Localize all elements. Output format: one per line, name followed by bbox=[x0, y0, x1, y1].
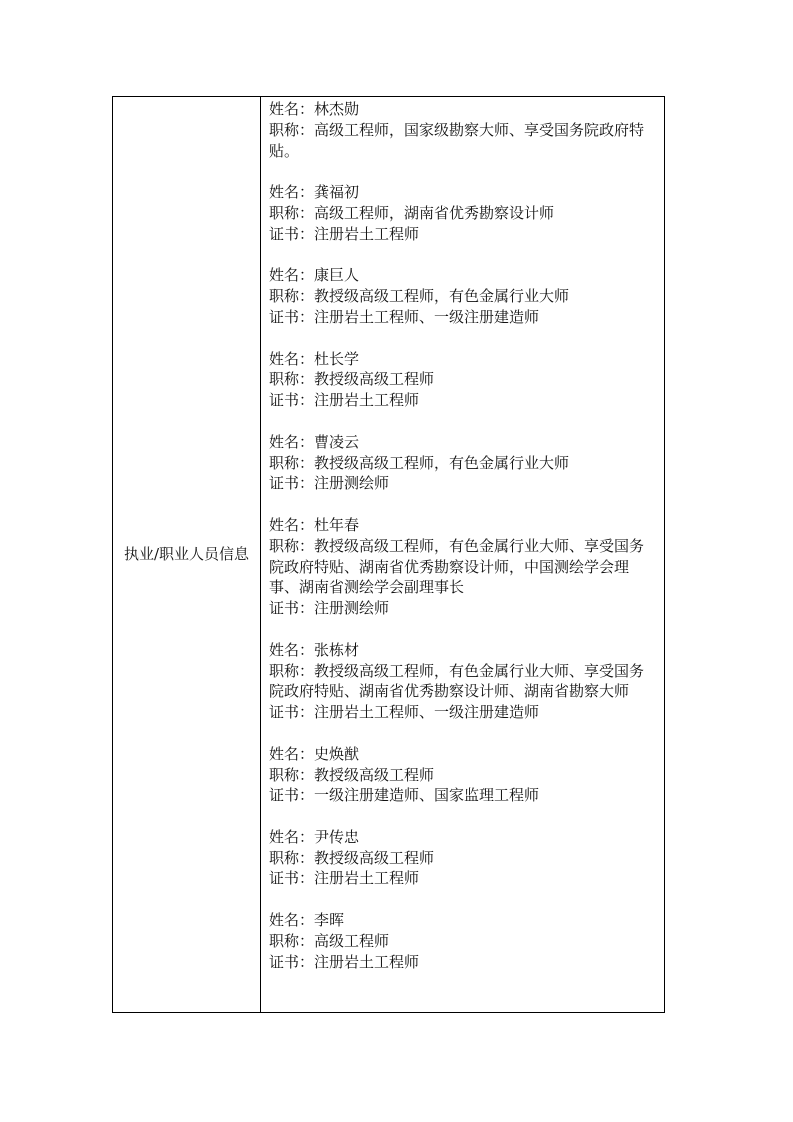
person-title-value: 高级工程师，湖南省优秀勘察设计师 bbox=[314, 203, 555, 222]
person-certificate bbox=[269, 868, 658, 889]
person-entry bbox=[269, 744, 658, 806]
person-certificate-label: 证书： bbox=[269, 952, 315, 971]
person-name-value: 康巨人 bbox=[314, 266, 360, 285]
person-name bbox=[269, 827, 658, 848]
person-name-label: 姓名： bbox=[269, 640, 315, 659]
person-name-value: 龚福初 bbox=[314, 183, 360, 202]
person-title-value: 教授级高级工程师，有色金属行业大师、享受国务院政府特贴、湖南省优秀勘察设计师、湖南省勘察大师 bbox=[269, 661, 645, 701]
person-title-label: 职称： bbox=[269, 370, 315, 389]
person-title-value: 高级工程师，国家级勘察大师、享受国务院政府特贴。 bbox=[269, 120, 645, 160]
person-certificate bbox=[269, 390, 658, 411]
section-label: 执业/职业人员信息 bbox=[123, 545, 250, 563]
person-certificate-value: 注册岩土工程师 bbox=[314, 391, 420, 410]
person-title-label: 职称： bbox=[269, 120, 315, 139]
person-title-value: 教授级高级工程师，有色金属行业大师、享受国务院政府特贴、湖南省优秀勘察设计师，中国测绘学会理事、湖南省测绘学会副理事长 bbox=[269, 536, 645, 597]
person-title-label: 职称： bbox=[269, 287, 315, 306]
person-name-label: 姓名： bbox=[269, 100, 315, 118]
person-certificate bbox=[269, 952, 658, 973]
person-title-label: 职称： bbox=[269, 453, 315, 472]
person-name-label: 姓名： bbox=[269, 911, 315, 930]
person-certificate bbox=[269, 224, 658, 245]
person-certificate bbox=[269, 702, 658, 723]
person-title-label: 职称： bbox=[269, 931, 315, 950]
person-certificate-value: 注册测绘师 bbox=[314, 474, 390, 493]
section-label-cell bbox=[113, 97, 261, 1012]
person-name-value: 曹凌云 bbox=[314, 432, 360, 451]
person-title-label: 职称： bbox=[269, 203, 315, 222]
person-certificate-label: 证书： bbox=[269, 703, 315, 722]
personnel-list bbox=[261, 97, 664, 1012]
person-certificate-label: 证书： bbox=[269, 599, 315, 618]
person-title bbox=[269, 765, 658, 786]
person-entry bbox=[269, 640, 658, 723]
person-certificate-label: 证书： bbox=[269, 224, 315, 243]
person-name-value: 史焕猷 bbox=[314, 744, 360, 763]
person-name-value: 尹传忠 bbox=[314, 827, 360, 846]
person-entry bbox=[269, 265, 658, 327]
person-certificate bbox=[269, 473, 658, 494]
person-certificate bbox=[269, 598, 658, 619]
person-certificate-value: 注册岩土工程师、一级注册建造师 bbox=[314, 703, 540, 722]
person-name-label: 姓名： bbox=[269, 744, 315, 763]
person-title-label: 职称： bbox=[269, 536, 315, 555]
person-entry bbox=[269, 182, 658, 244]
person-title bbox=[269, 848, 658, 869]
person-certificate-value: 注册岩土工程师 bbox=[314, 869, 420, 888]
person-certificate-value: 注册岩土工程师、一级注册建造师 bbox=[314, 307, 540, 326]
person-name bbox=[269, 515, 658, 536]
person-title-value: 教授级高级工程师 bbox=[314, 848, 435, 867]
person-title-label: 职称： bbox=[269, 848, 315, 867]
person-entry bbox=[269, 827, 658, 889]
person-name bbox=[269, 640, 658, 661]
person-certificate-value: 注册测绘师 bbox=[314, 599, 390, 618]
person-title-label: 职称： bbox=[269, 661, 315, 680]
person-certificate-label: 证书： bbox=[269, 391, 315, 410]
person-certificate-value: 一级注册建造师、国家监理工程师 bbox=[314, 786, 540, 805]
person-name-label: 姓名： bbox=[269, 266, 315, 285]
person-certificate bbox=[269, 785, 658, 806]
person-name-label: 姓名： bbox=[269, 432, 315, 451]
person-title bbox=[269, 661, 658, 703]
person-title bbox=[269, 536, 658, 598]
personnel-table bbox=[112, 96, 665, 1013]
person-title-value: 教授级高级工程师 bbox=[314, 370, 435, 389]
person-name-value: 张栋材 bbox=[314, 640, 360, 659]
person-title-label: 职称： bbox=[269, 765, 315, 784]
person-name-label: 姓名： bbox=[269, 349, 315, 368]
person-title bbox=[269, 203, 658, 224]
person-name bbox=[269, 432, 658, 453]
person-entry bbox=[269, 910, 658, 972]
person-certificate bbox=[269, 307, 658, 328]
person-name bbox=[269, 265, 658, 286]
person-name-label: 姓名： bbox=[269, 827, 315, 846]
person-name-value: 杜长学 bbox=[314, 349, 360, 368]
person-name bbox=[269, 349, 658, 370]
person-name-value: 林杰勋 bbox=[314, 100, 360, 118]
person-entry bbox=[269, 515, 658, 619]
person-title-value: 教授级高级工程师 bbox=[314, 765, 435, 784]
person-name-label: 姓名： bbox=[269, 183, 315, 202]
person-title bbox=[269, 931, 658, 952]
person-entry bbox=[269, 349, 658, 411]
person-entry bbox=[269, 99, 658, 161]
person-title bbox=[269, 369, 658, 390]
person-title-value: 教授级高级工程师，有色金属行业大师 bbox=[314, 453, 570, 472]
person-certificate-label: 证书： bbox=[269, 307, 315, 326]
person-certificate-label: 证书： bbox=[269, 474, 315, 493]
person-certificate-label: 证书： bbox=[269, 786, 315, 805]
person-entry bbox=[269, 432, 658, 494]
person-name-label: 姓名： bbox=[269, 515, 315, 534]
person-name bbox=[269, 744, 658, 765]
person-name bbox=[269, 910, 658, 931]
person-title-value: 高级工程师 bbox=[314, 931, 390, 950]
person-title bbox=[269, 453, 658, 474]
person-title bbox=[269, 286, 658, 307]
person-title bbox=[269, 120, 658, 162]
person-name-value: 李晖 bbox=[314, 911, 345, 930]
person-title-value: 教授级高级工程师，有色金属行业大师 bbox=[314, 287, 570, 306]
person-certificate-value: 注册岩土工程师 bbox=[314, 952, 420, 971]
person-name-value: 杜年春 bbox=[314, 515, 360, 534]
person-certificate-value: 注册岩土工程师 bbox=[314, 224, 420, 243]
person-name bbox=[269, 99, 658, 120]
person-name bbox=[269, 182, 658, 203]
person-certificate-label: 证书： bbox=[269, 869, 315, 888]
